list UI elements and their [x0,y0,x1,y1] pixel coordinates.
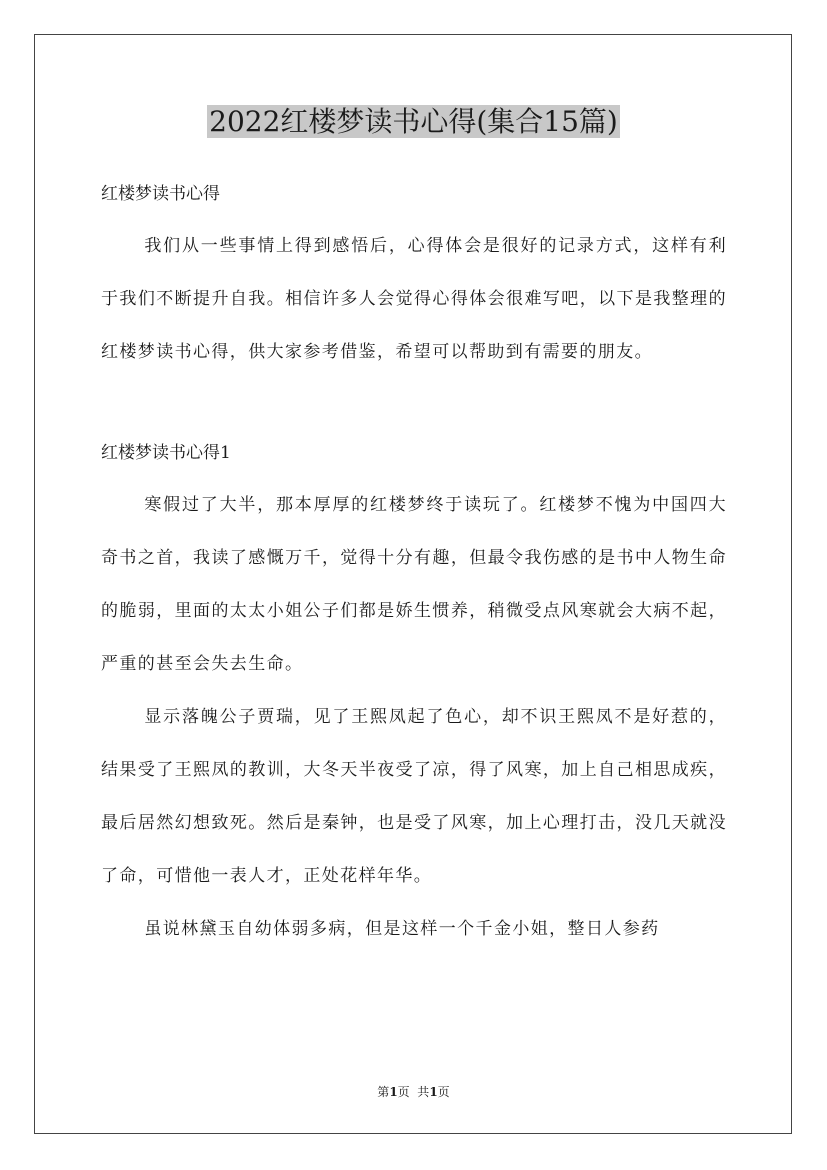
intro-paragraph: 我们从一些事情上得到感悟后，心得体会是很好的记录方式，这样有利于我们不断提升自我。相信许多人会觉得心得体会很难写吧，以下是我整理的红楼梦读书心得，供大家参考借鉴，希望可以帮助到有需要的朋友。 [101,236,727,362]
page-footer [0,1083,827,1100]
footer-page-total: 1 [429,1085,438,1099]
section-1-paragraph-2: 显示落魄公子贾瑞，见了王熙凤起了色心，却不识王熙凤不是好惹的，结果受了王熙凤的教训，大冬天半夜受了凉，得了风寒，加上自己相思成疾，最后居然幻想致死。然后是秦钟，也是受了风寒，加上心理打击，没几天就没了命，可惜他一表人才，正处花样年华。 [101,707,727,886]
section-1-heading: 红楼梦读书心得1 [101,443,231,463]
footer-page-suffix: 页 [437,1085,450,1099]
section-spacer [101,379,727,427]
section-1-paragraph-1: 寒假过了大半，那本厚厚的红楼梦终于读玩了。红楼梦不愧为中国四大奇书之首，我读了感慨万千，觉得十分有趣，但最令我伤感的是书中人物生命的脆弱，里面的太太小姐公子们都是娇生惯养，稍微受点风寒就会大病不起，严重的甚至会失去生命。 [101,495,727,674]
document-title [0,102,827,142]
document-body [101,168,727,956]
intro-heading: 红楼梦读书心得 [101,184,220,204]
section-1-paragraph-3: 虽说林黛玉自幼体弱多病，但是这样一个千金小姐，整日人参药 [144,919,660,939]
footer-page-current: 1 [389,1085,398,1099]
footer-page-prefix: 第 [377,1085,390,1099]
footer-page-mid: 页 共 [397,1085,430,1099]
document-title-text: 2022红楼梦读书心得(集合15篇) [209,105,618,138]
